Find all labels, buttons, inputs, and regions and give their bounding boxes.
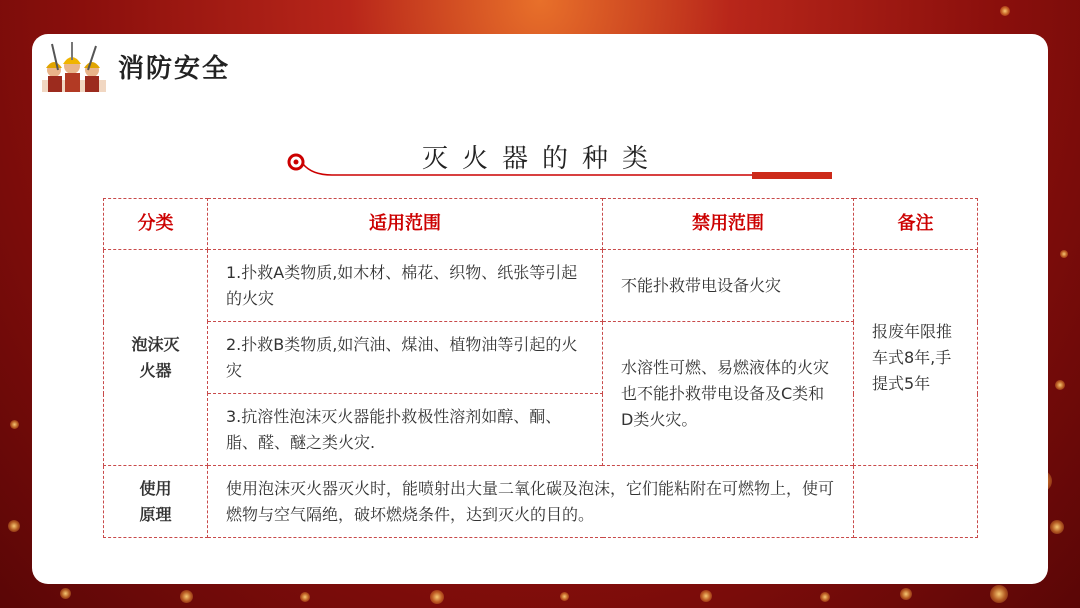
prohibit-item: 不能扑救带电设备火灾: [603, 250, 854, 322]
bokeh-light: [560, 592, 569, 601]
usage-text: 使用泡沫灭火器灭火时，能喷射出大量二氧化碳及泡沫，它们能粘附在可燃物上，使可燃物与空气隔绝，破坏燃烧条件，达到灭火的目的。: [208, 466, 854, 538]
bokeh-light: [1050, 520, 1064, 534]
bokeh-light: [1000, 6, 1010, 16]
bokeh-light: [700, 590, 712, 602]
scope-item: 2.扑救B类物质,如汽油、煤油、植物油等引起的火灾: [208, 322, 603, 394]
content-card: [32, 34, 1048, 584]
remark-text: 报废年限推车式8年,手提式5年: [872, 321, 953, 393]
bokeh-light: [10, 420, 19, 429]
section-title: 灭火器的种类: [421, 144, 662, 174]
bokeh-light: [300, 592, 310, 602]
table-header-row: [104, 199, 978, 250]
category-usage-label: 使用原理: [139, 478, 172, 524]
bokeh-light: [1055, 380, 1065, 390]
scope-item: 1.扑救A类物质,如木材、棉花、织物、纸张等引起的火灾: [208, 250, 603, 322]
header-remark: 备注: [854, 199, 978, 250]
table-row: [104, 322, 978, 394]
extinguisher-table: [103, 198, 978, 538]
table-row: [104, 466, 978, 538]
usage-remark-empty: [854, 466, 978, 538]
bokeh-light: [1060, 250, 1068, 258]
prohibit-item: 水溶性可燃、易燃液体的火灾也不能扑救带电设备及C类和D类火灾。: [603, 322, 854, 466]
bokeh-light: [8, 520, 20, 532]
page-title: 消防安全: [118, 54, 231, 84]
bokeh-light: [820, 592, 830, 602]
bokeh-light: [60, 588, 71, 599]
bokeh-light: [900, 588, 912, 600]
bokeh-light: [990, 585, 1008, 603]
bokeh-light: [430, 590, 444, 604]
bokeh-light: [180, 590, 193, 603]
header-prohibit: 禁用范围: [603, 199, 854, 250]
category-usage: [104, 466, 208, 538]
header-scope: 适用范围: [208, 199, 603, 250]
category-foam-label: 泡沫灭火器: [131, 334, 180, 380]
firefighters-logo-icon: [42, 40, 106, 92]
table-row: [104, 250, 978, 322]
header-category: 分类: [104, 199, 208, 250]
scope-item: 3.抗溶性泡沫灭火器能扑救极性溶剂如醇、酮、脂、醛、醚之类火灾.: [208, 394, 603, 466]
category-foam: [104, 250, 208, 466]
remark-cell: [854, 250, 978, 466]
